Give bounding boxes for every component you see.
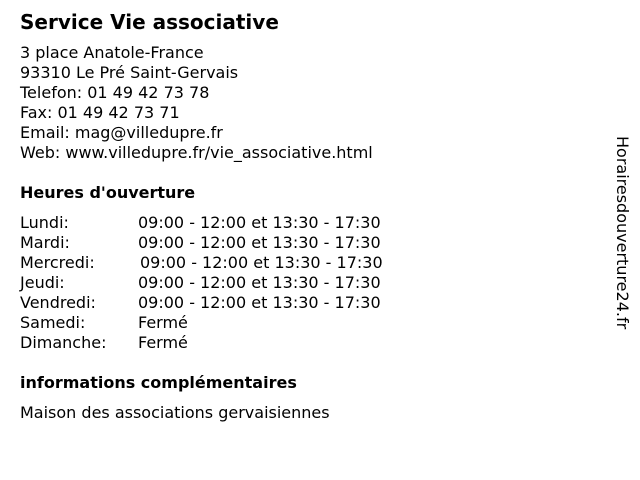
contact-block [20,43,373,163]
day-label: Mardi: [20,233,70,252]
site-watermark [612,136,632,344]
address-city: 93310 Le Pré Saint-Gervais [20,63,239,82]
time-value: Fermé [138,333,188,352]
fax-number: Fax: 01 49 42 73 71 [20,103,180,122]
address-street: 3 place Anatole-France [20,43,204,62]
phone-number: Telefon: 01 49 42 73 78 [20,83,210,102]
time-value: Fermé [138,313,188,332]
day-label: Jeudi: [20,273,65,292]
time-value: 09:00 - 12:00 et 13:30 - 17:30 [138,293,381,312]
time-value: 09:00 - 12:00 et 13:30 - 17:30 [140,253,383,272]
day-label: Mercredi: [20,253,95,272]
info-heading: informations complémentaires [20,373,297,392]
email-address: Email: mag@villedupre.fr [20,123,223,142]
day-label: Lundi: [20,213,69,232]
day-label: Samedi: [20,313,86,332]
info-text: Maison des associations gervaisiennes [20,403,330,422]
time-value: 09:00 - 12:00 et 13:30 - 17:30 [138,233,381,252]
website-url: Web: www.villedupre.fr/vie_associative.html [20,143,373,162]
time-value: 09:00 - 12:00 et 13:30 - 17:30 [138,273,381,292]
day-label: Vendredi: [20,293,96,312]
hours-heading: Heures d'ouverture [20,183,196,202]
page-title: Service Vie associative [20,10,279,34]
time-value: 09:00 - 12:00 et 13:30 - 17:30 [138,213,381,232]
day-label: Dimanche: [20,333,107,352]
watermark-text: Horairesdouverture24.fr [613,136,632,330]
